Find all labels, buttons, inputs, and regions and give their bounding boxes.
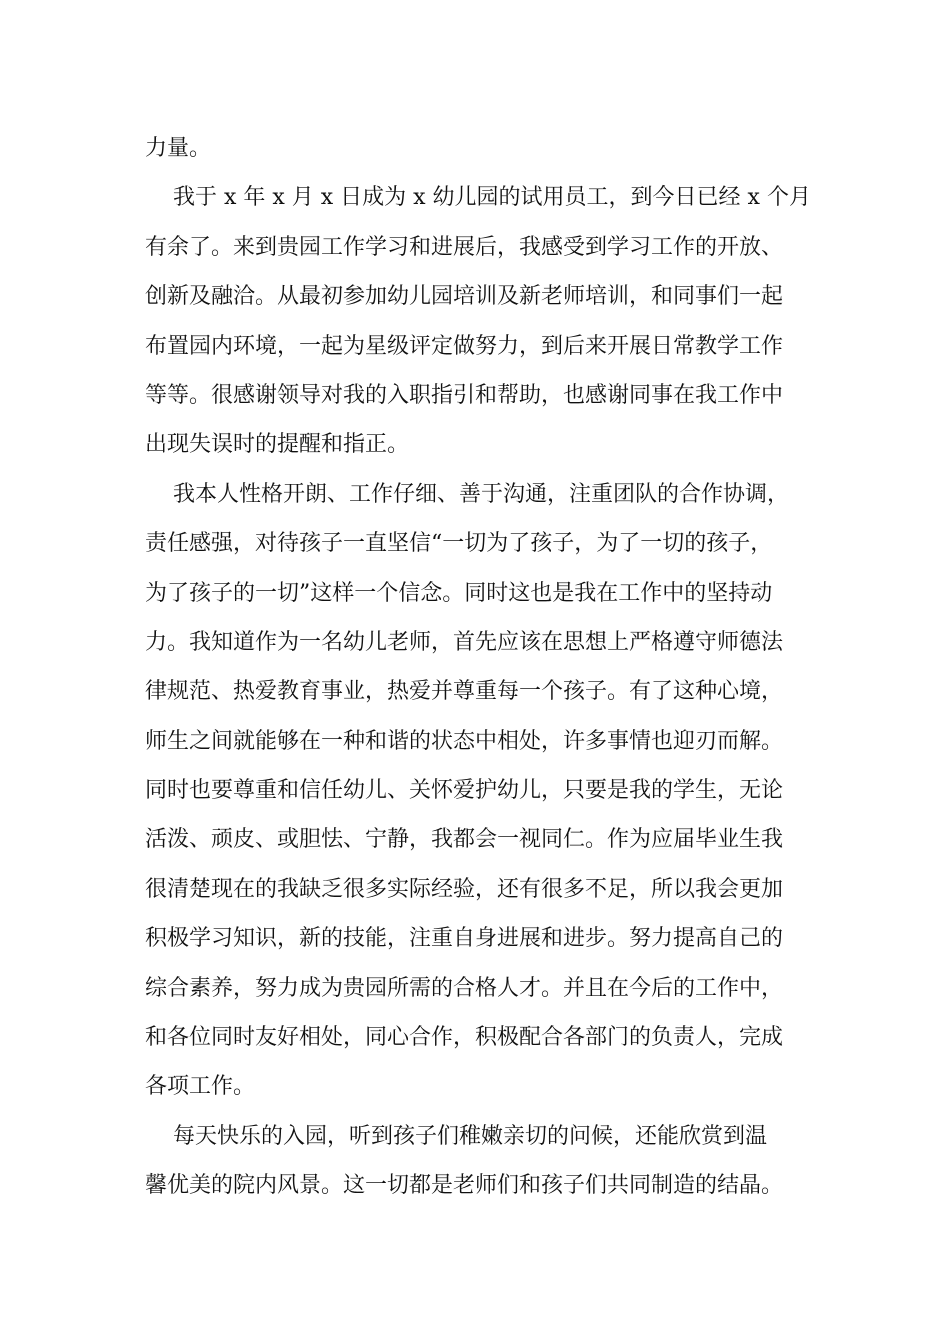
text-line: 布置园内环境，一起为星级评定做努力，到后来开展日常教学工作 (145, 333, 784, 359)
text-line: 律规范、热爱教育事业，热爱并尊重每一个孩子。有了这种心境， (145, 679, 784, 705)
text-line: 馨优美的院内风景。这一切都是老师们和孩子们共同制造的结晶。 (145, 1173, 784, 1199)
text-line: 同时也要尊重和信任幼儿、关怀爱护幼儿，只要是我的学生，无论 (145, 778, 784, 804)
text-line: 力量。 (145, 136, 212, 161)
text-line: 很清楚现在的我缺乏很多实际经验，还有很多不足，所以我会更加 (145, 876, 784, 902)
text-line: 我于 x 年 x 月 x 日成为 x 幼儿园的试用员工，到今日已经 x 个月 (145, 185, 811, 211)
text-line: 创新及融洽。从最初参加幼儿园培训及新老师培训，和同事们一起 (145, 284, 784, 310)
text-line: 有余了。来到贵园工作学习和进展后，我感受到学习工作的开放、 (145, 234, 784, 260)
text-line: 等等。很感谢领导对我的入职指引和帮助，也感谢同事在我工作中 (145, 382, 784, 408)
text-line: 积极学习知识，新的技能，注重自身进展和进步。努力提高自己的 (145, 926, 784, 952)
text-line: 出现失误时的提醒和指正。 (145, 432, 410, 458)
text-line: 我本人性格开朗、工作仔细、善于沟通，注重团队的合作协调， (145, 481, 789, 507)
body-text (145, 124, 845, 1211)
text-line: 责任感强，对待孩子一直坚信“一切为了孩子，为了一切的孩子， (145, 531, 773, 557)
text-line: 活泼、顽皮、或胆怯、宁静，我都会一视同仁。作为应届毕业生我 (145, 827, 784, 853)
text-line: 师生之间就能够在一种和谐的状态中相处，许多事情也迎刃而解。 (145, 728, 784, 754)
text-line: 综合素养，努力成为贵园所需的合格人才。并且在今后的工作中， (145, 975, 784, 1001)
text-line: 各项工作。 (145, 1074, 256, 1100)
text-line: 每天快乐的入园，听到孩子们稚嫩亲切的问候，还能欣赏到温 (145, 1123, 767, 1149)
text-line: 和各位同时友好相处，同心合作，积极配合各部门的负责人，完成 (145, 1025, 784, 1051)
text-line: 为了孩子的一切”这样一个信念。同时这也是我在工作中的坚持动 (145, 580, 773, 606)
text-line: 力。我知道作为一名幼儿老师，首先应该在思想上严格遵守师德法 (145, 629, 784, 655)
